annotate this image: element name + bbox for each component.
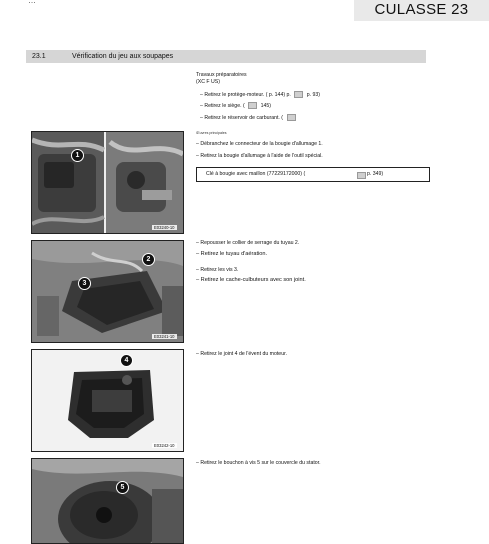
marker-5: 5 xyxy=(116,481,129,494)
prep-item-1 xyxy=(200,91,320,99)
marker-3: 3 xyxy=(78,277,91,290)
prep-item-3-text: – Retirez le réservoir de carburant. ( xyxy=(200,114,284,121)
page-ref-icon xyxy=(294,91,303,98)
page-ref-icon xyxy=(287,114,296,121)
special-tool-box xyxy=(196,167,430,182)
prep-item-1-text: – Retirez le protège-moteur. ( p. 144) p. xyxy=(200,91,291,98)
prep-item-2-text: – Retirez le siège. ( xyxy=(200,102,245,109)
step-2: – Retirez la bougie d'allumage à l'aide de l'outil spécial. xyxy=(196,153,323,159)
marker-4: 4 xyxy=(120,354,133,367)
step-5: – Retirez les vis 3. xyxy=(196,267,239,273)
engine-photo-3 xyxy=(31,349,184,452)
engine-photo-1 xyxy=(31,131,184,234)
section-title: Vérification du jeu aux soupapes xyxy=(72,53,174,60)
page-top-fragment: … xyxy=(28,0,36,5)
section-header xyxy=(26,50,426,63)
photo-2-caption: E03241-10 xyxy=(154,334,175,339)
prep-item-2-ref: 145) xyxy=(260,102,271,109)
engine-photo-2 xyxy=(31,240,184,343)
chapter-title: CULASSE 23 xyxy=(354,0,489,21)
engine-photo-3-image xyxy=(32,350,183,451)
prep-item-3 xyxy=(200,114,298,122)
engine-photo-2-image xyxy=(32,241,183,342)
photo-3-caption: E03242-10 xyxy=(154,443,175,448)
step-7: – Retirez le joint 4 de l'évent du moteur. xyxy=(196,351,287,357)
marker-2: 2 xyxy=(142,253,155,266)
step-6: – Retirez le cache-culbuteurs avec son joint. xyxy=(196,277,306,283)
step-3: – Repousser le collier de serrage du tuyau 2. xyxy=(196,240,300,246)
page-ref-icon xyxy=(248,102,257,109)
step-1: – Débranchez le connecteur de la bougie d'allumage 1. xyxy=(196,141,323,147)
photo-1-caption: E03240-10 xyxy=(154,225,175,230)
step-8: – Retirez le bouchon à vis 5 sur le couvercle du stator. xyxy=(196,460,321,466)
prep-item-2 xyxy=(200,102,271,110)
prep-heading: Travaux préparatoires xyxy=(196,72,247,78)
tool-ref: p. 349) xyxy=(367,171,384,177)
main-work-label: Œuvres principales xyxy=(196,131,227,135)
section-number: 23.1 xyxy=(32,53,46,60)
tool-text: Clé à bougie avec maillon (77229172000) ( xyxy=(206,171,306,177)
engine-photo-4 xyxy=(31,458,184,544)
page-ref-icon xyxy=(357,172,366,179)
prep-item-1-ref: p. 93) xyxy=(306,91,320,98)
engine-photo-1-image xyxy=(32,132,183,233)
engine-photo-4-image xyxy=(32,459,183,543)
prep-model: (XC F US) xyxy=(196,79,220,85)
step-4: – Retirez le tuyau d'aération. xyxy=(196,251,268,257)
marker-1: 1 xyxy=(71,149,84,162)
